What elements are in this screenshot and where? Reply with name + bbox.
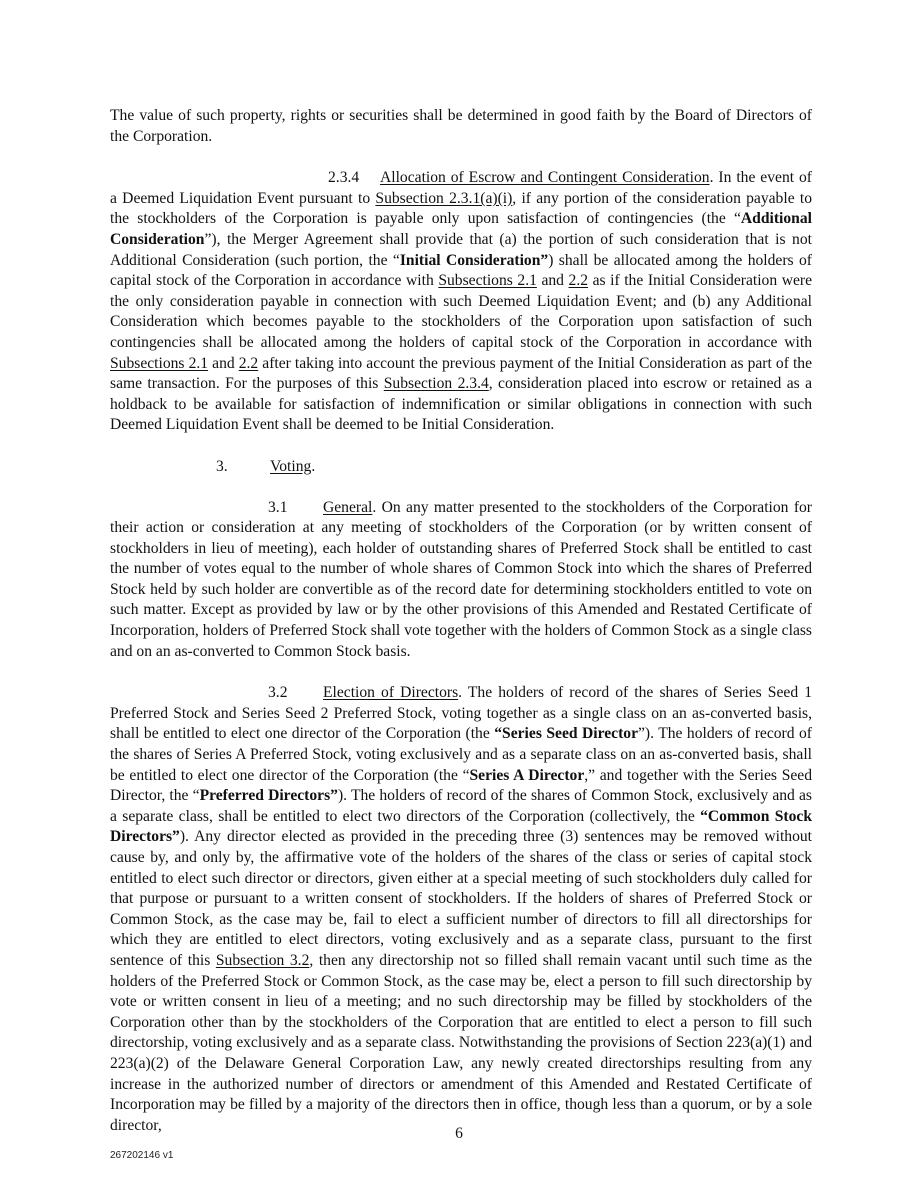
paragraph-3-1: 3.1 General. On any matter presented to the stockholders of the Corporation for their action or consideration at any meeting of stockholders of the Corporation (or by written consent of stockholders in lieu of meeting), each holder of outstanding shares of Preferred Stock shall be entitled to cast the number of votes equal to the number of whole shares of Common Stock into which the shares of Preferred Stock held by such holder are convertible as of the record date for determining stockholders entitled to vote on such matter. Except as provided by law or by the other provisions of this Amended and Restated Certificate of Incorporation, holders of Preferred Stock shall vote together with the holders of Common Stock as a single class and on an as-converted to Common Stock basis. — [110, 498, 812, 660]
page-number: 6 — [455, 1125, 463, 1142]
paragraph-2-3-4: 2.3.4 Allocation of Escrow and Contingent Consideration. In the event of a Deemed Liquidation Event pursuant to Subsection 2.3.1(a)(i), if any portion of the consideration payable to the stockholders of the Corporation is payable only upon satisfaction of contingencies (the “Additional Consideration”), the Merger Agreement shall provide that (a) the portion of such consideration that is not Additional Consideration (such portion, the “Initial Consideration”) shall be allocated among the holders of capital stock of the Corporation in accordance with Subsections 2.1 and 2.2 as if the Initial Consideration were the only consideration payable in connection with such Deemed Liquidation Event; and (b) any Additional Consideration which becomes payable to the stockholders of the Corporation upon satisfaction of such contingencies shall be allocated among the holders of capital stock of the Corporation in accordance with Subsections 2.1 and 2.2 after taking into account the previous payment of the Initial Consideration as part of the same transaction. For the purposes of this Subsection 2.3.4, consideration placed into escrow or retained as a holdback to be available for satisfaction of indemnification or similar obligations in connection with such Deemed Liquidation Event shall be deemed to be Initial Consideration. — [110, 169, 813, 434]
defined-term: Series A Director — [469, 766, 585, 784]
cross-reference: Subsection 2.3.1(a)(i) — [375, 189, 513, 207]
paragraph-3: 3. Voting. — [110, 457, 812, 478]
document-body — [110, 106, 812, 1157]
section-number: 3. — [216, 457, 228, 475]
defined-term: Preferred Directors” — [199, 787, 338, 805]
section-heading: Election of Directors — [323, 684, 459, 702]
defined-term: Initial Consideration” — [399, 251, 549, 269]
defined-term: “Series Seed Director — [494, 725, 638, 743]
cross-reference: 2.2 — [238, 354, 259, 372]
cross-reference: Subsections 2.1 — [110, 354, 209, 372]
cross-reference: Subsection 3.2 — [215, 951, 310, 969]
defined-term: “Common Stock Directors” — [110, 807, 812, 846]
continuation-text: The value of such property, rights or securities shall be determined in good faith by the Board of Directors of the Corporation. — [110, 107, 812, 145]
cross-reference: Subsections 2.1 — [438, 272, 537, 290]
cross-reference: 2.2 — [568, 272, 589, 290]
cross-reference: Subsection 2.3.4 — [383, 375, 489, 393]
section-number: 3.1 — [268, 498, 288, 516]
paragraph-continuation — [110, 106, 812, 147]
defined-term: Additional Consideration — [110, 210, 812, 248]
paragraph-3-2: 3.2 Election of Directors. The holders of record of the shares of Series Seed 1 Preferred Stock and Series Seed 2 Preferred Stock, voting together as a single class on an as-converted basis, shall be entitled to elect one director of the Corporation (the “Series Seed Director”). The holders of record of the shares of Series A Preferred Stock, voting exclusively and as a separate class on an as-converted basis, shall be entitled to elect one director of the Corporation (the “Series A Director,” and together with the Series Seed Director, the “Preferred Directors”). The holders of record of the shares of Common Stock, exclusively and as a separate class, shall be entitled to elect two directors of the Corporation (collectively, the “Common Stock Directors”). Any director elected as provided in the preceding three (3) sentences may be removed without cause by, and only by, the affirmative vote of the holders of the shares of the class or series of capital stock entitled to elect such director or directors, given either at a special meeting of such stockholders duly called for that purpose or pursuant to a written consent of stockholders. If the holders of shares of Preferred Stock or Common Stock, as the case may be, fail to elect a sufficient number of directors to fill all directorships for which they are entitled to elect directors, voting exclusively and as a separate class, pursuant to the first sentence of this Subsection 3.2, then any directorship not so filled shall remain vacant until such time as the holders of the Preferred Stock or Common Stock, as the case may be, elect a person to fill such directorship by vote or written consent in lieu of a meeting; and no such directorship may be filled by stockholders of the Corporation other than by the stockholders of the Corporation that are entitled to elect a person to fill such directorship, voting exclusively and as a separate class. Notwithstanding the provisions of Section 223(a)(1) and 223(a)(2) of the Delaware General Corporation Law, any newly created directorships resulting from any increase in the authorized number of directors or amendment of this Amended and Restated Certificate of Incorporation may be filled by a majority of the directors then in office, though less than a quorum, or by a sole director, — [110, 684, 813, 1134]
section-heading: Voting — [270, 457, 312, 475]
section-number: 3.2 — [268, 684, 288, 702]
section-heading: Allocation of Escrow and Contingent Consideration — [380, 169, 710, 187]
section-number: 2.3.4 — [328, 169, 360, 187]
document-id: 267202146 v1 — [110, 1150, 174, 1161]
section-heading: General — [323, 498, 373, 516]
